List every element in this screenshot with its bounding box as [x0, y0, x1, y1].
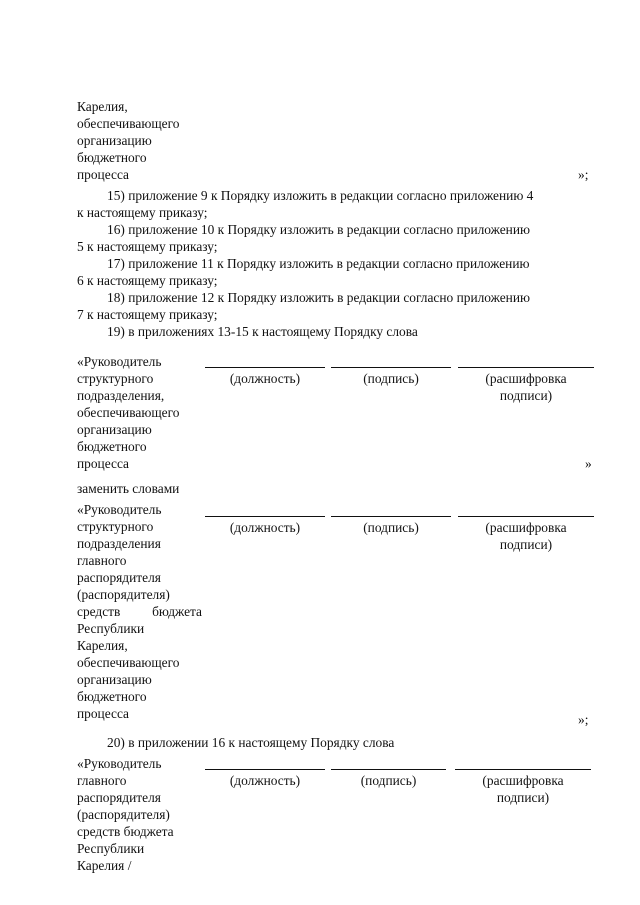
text-line: обеспечивающего — [77, 655, 180, 670]
signature-block-a — [77, 353, 202, 472]
position-underline — [205, 516, 325, 517]
split-right: бюджета — [152, 604, 202, 619]
caption-decoding — [458, 370, 594, 404]
text-line: процесса — [77, 456, 129, 471]
decoding-underline — [458, 367, 594, 368]
text-line: процесса — [77, 167, 129, 182]
text-line: (распорядителя) — [77, 587, 170, 602]
item-15-line1: 15) приложение 9 к Порядку изложить в редакции согласно приложению 4 — [107, 188, 534, 203]
text-line: распорядителя — [77, 570, 161, 585]
caption-position: (должность) — [229, 520, 301, 535]
caption-decoding-line1: (расшифровка — [485, 520, 567, 535]
item-17-line2: 6 к настоящему приказу; — [77, 273, 218, 288]
decoding-underline — [455, 769, 591, 770]
item-20: 20) в приложении 16 к настоящему Порядку слова — [107, 735, 395, 750]
text-line: организацию — [77, 422, 152, 437]
top-signature-block — [77, 98, 202, 183]
caption-decoding-line2: подписи) — [499, 388, 553, 403]
text-line: «Руководитель — [77, 354, 162, 369]
text-line: бюджетного — [77, 439, 147, 454]
text-line: «Руководитель — [77, 756, 162, 771]
text-line: подразделения, — [77, 388, 165, 403]
caption-position: (должность) — [229, 371, 301, 386]
closing-quote: »; — [578, 712, 589, 727]
text-line: Республики — [77, 621, 145, 636]
split-left: средств — [77, 604, 121, 619]
caption-signature: (подпись) — [360, 773, 417, 788]
item-16-line1: 16) приложение 10 к Порядку изложить в редакции согласно приложению — [107, 222, 531, 237]
caption-decoding-line1: (расшифровка — [485, 371, 567, 386]
item-18-line2: 7 к настоящему приказу; — [77, 307, 218, 322]
item-17-line1: 17) приложение 11 к Порядку изложить в редакции согласно приложению — [107, 256, 530, 271]
signature-block-b — [77, 501, 202, 722]
item-16-line2: 5 к настоящему приказу; — [77, 239, 218, 254]
decoding-underline — [458, 516, 594, 517]
text-line: главного — [77, 773, 127, 788]
text-line: структурного — [77, 371, 154, 386]
text-line: организацию — [77, 672, 152, 687]
caption-signature: (подпись) — [363, 520, 419, 535]
text-line: (распорядителя) — [77, 807, 170, 822]
text-line: Карелия, — [77, 638, 128, 653]
signature-underline — [331, 367, 451, 368]
text-line: Республики — [77, 841, 145, 856]
text-line-split — [77, 603, 202, 620]
text-line: средств бюджета — [77, 824, 174, 839]
closing-quote: »; — [578, 167, 589, 182]
position-underline — [205, 769, 325, 770]
caption-decoding-line1: (расшифровка — [482, 773, 564, 788]
signature-underline — [331, 516, 451, 517]
text-line: обеспечивающего — [77, 116, 180, 131]
text-line: главного — [77, 553, 127, 568]
caption-decoding — [455, 772, 591, 806]
amendment-list — [77, 187, 594, 340]
text-line: обеспечивающего — [77, 405, 180, 420]
text-line: организацию — [77, 133, 152, 148]
text-line: структурного — [77, 519, 154, 534]
text-line: Карелия, — [77, 99, 128, 114]
text-line: «Руководитель — [77, 502, 162, 517]
replace-text: заменить словами — [77, 481, 180, 496]
signature-block-c — [77, 755, 202, 874]
item-18-line1: 18) приложение 12 к Порядку изложить в редакции согласно приложению — [107, 290, 531, 305]
caption-signature: (подпись) — [363, 371, 419, 386]
caption-position: (должность) — [229, 773, 301, 788]
text-line: бюджетного — [77, 150, 147, 165]
caption-decoding-line2: подписи) — [499, 537, 553, 552]
caption-decoding — [458, 519, 594, 553]
item-19-line1: 19) в приложениях 13-15 к настоящему Порядку слова — [107, 324, 418, 339]
text-line: подразделения — [77, 536, 161, 551]
text-line: Карелия / — [77, 858, 132, 873]
closing-quote: » — [585, 456, 592, 471]
text-line: бюджетного — [77, 689, 147, 704]
item-15-line2: к настоящему приказу; — [77, 205, 208, 220]
caption-decoding-line2: подписи) — [496, 790, 550, 805]
position-underline — [205, 367, 325, 368]
text-line: процесса — [77, 706, 129, 721]
signature-underline — [331, 769, 446, 770]
text-line: распорядителя — [77, 790, 161, 805]
